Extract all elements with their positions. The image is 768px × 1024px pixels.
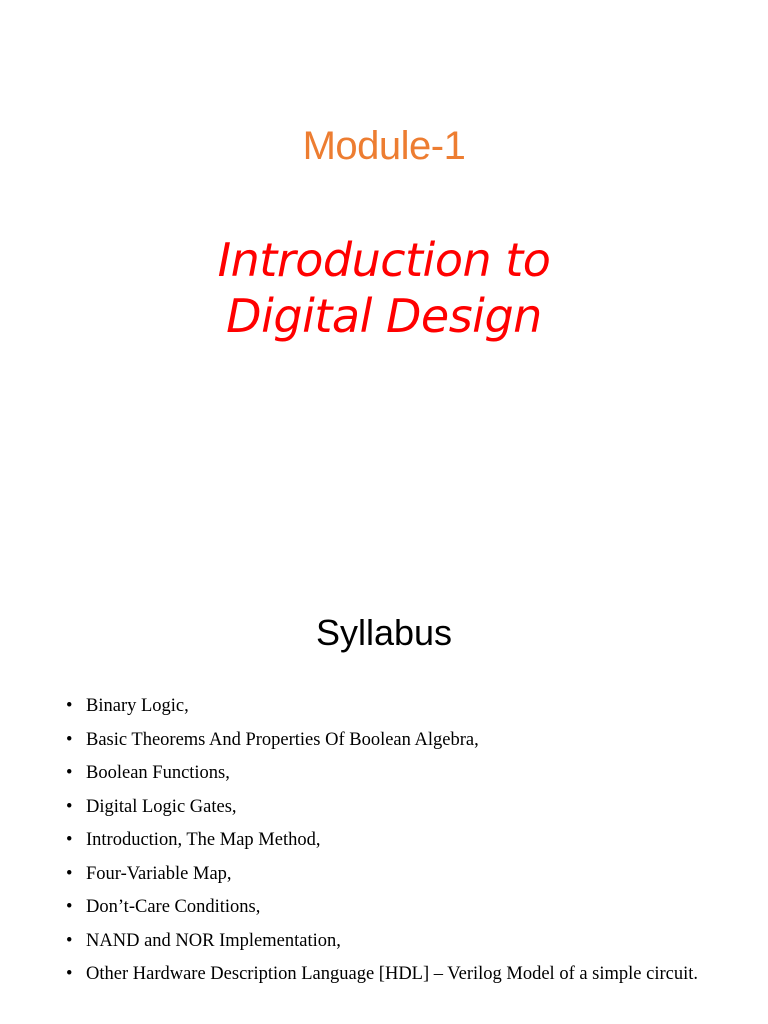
syllabus-item — [66, 931, 702, 951]
bullet-icon: • — [66, 729, 73, 750]
syllabus-item — [66, 797, 702, 817]
module-title: Module-1 — [302, 124, 466, 168]
syllabus-item-text: Introduction, The Map Method, — [86, 830, 321, 850]
syllabus-item-text: Digital Logic Gates, — [86, 796, 237, 817]
syllabus-item — [66, 763, 702, 783]
main-title-line-2: Digital Design — [226, 289, 542, 343]
syllabus-item-text: NAND and NOR Implementation, — [86, 930, 341, 951]
syllabus-item-text: Binary Logic, — [86, 696, 189, 716]
syllabus-item — [66, 730, 702, 750]
syllabus-slide — [0, 560, 768, 1024]
syllabus-item — [66, 897, 702, 917]
bullet-icon: • — [66, 830, 73, 850]
main-title-line-1: Introduction to — [217, 233, 551, 287]
bullet-icon: • — [66, 863, 73, 884]
syllabus-item-text: Boolean Functions, — [86, 763, 230, 783]
syllabus-item-text: Don’t-Care Conditions, — [86, 897, 261, 917]
main-title — [0, 232, 768, 344]
bullet-icon: • — [66, 696, 73, 716]
syllabus-item-text: Four-Variable Map, — [86, 863, 232, 884]
bullet-icon: • — [66, 763, 73, 783]
syllabus-item — [66, 964, 702, 984]
syllabus-heading: Syllabus — [315, 612, 453, 653]
bullet-icon: • — [66, 897, 73, 917]
syllabus-list — [66, 696, 702, 998]
bullet-icon: • — [66, 930, 73, 951]
syllabus-item — [66, 830, 702, 850]
syllabus-item-text: Basic Theorems And Properties Of Boolean Algebra, — [86, 729, 479, 750]
bullet-icon: • — [66, 796, 73, 817]
bullet-icon: • — [66, 964, 73, 984]
syllabus-item-text: Other Hardware Description Language [HDL] – Verilog Model of a simple circuit. — [86, 964, 699, 984]
syllabus-item — [66, 696, 702, 716]
syllabus-item — [66, 864, 702, 884]
